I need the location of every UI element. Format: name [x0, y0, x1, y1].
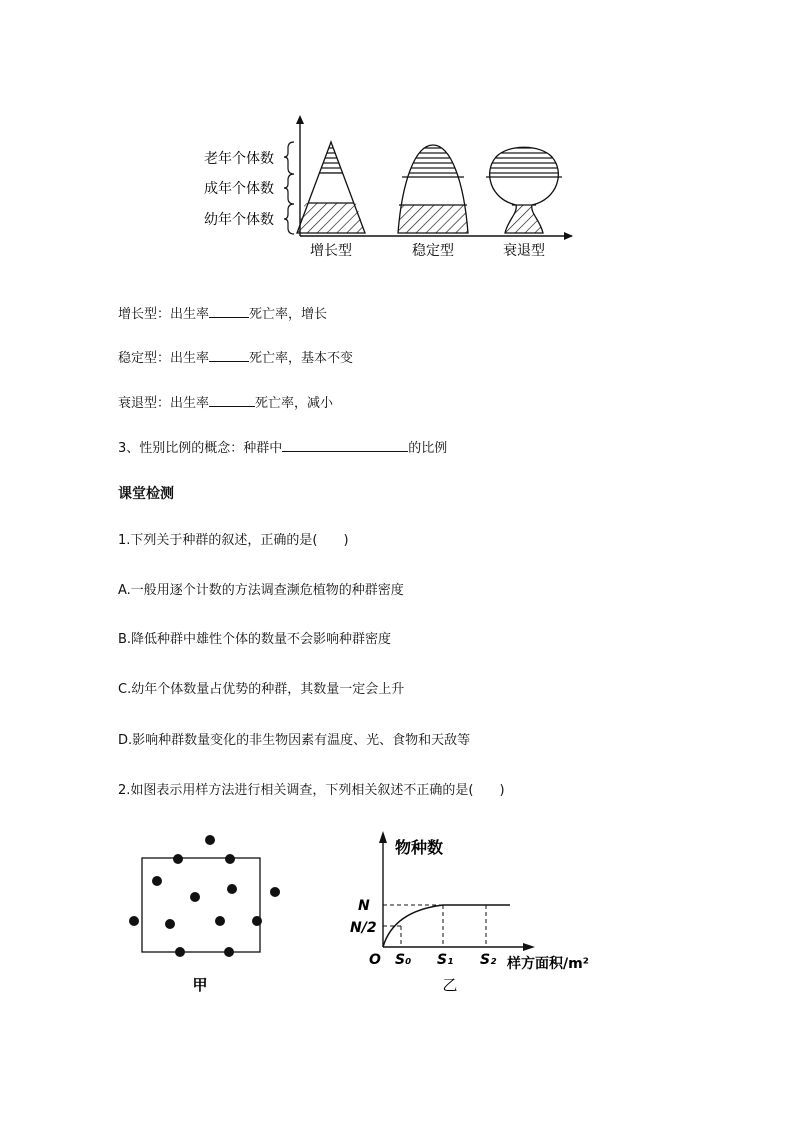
q2-stem: 2.如图表示用样方法进行相关调查，下列相关叙述不正确的是( ): [118, 783, 505, 798]
quadrat-square: [142, 858, 260, 952]
stable-type-suffix: 死亡率，基本不变: [249, 351, 354, 366]
label-young-count: 幼年个体数: [204, 212, 274, 228]
sex-ratio-prefix: 3、性别比例的概念：种群中: [118, 441, 283, 456]
y-tick-half-n: N/2: [350, 920, 377, 936]
dot: [225, 854, 235, 864]
dot: [270, 887, 280, 897]
label-stable-type: 稳定型: [412, 243, 454, 259]
y-tick-n: N: [358, 898, 370, 914]
growth-type-suffix: 死亡率，增长: [249, 307, 328, 322]
origin-label: O: [369, 952, 381, 968]
dot: [224, 947, 234, 957]
label-adult-count: 成年个体数: [204, 181, 274, 197]
x-tick-s1: S₁: [437, 952, 454, 968]
dot: [190, 892, 200, 902]
figure-b-label: 乙: [442, 976, 458, 994]
declining-type-prefix: 衰退型：出生率: [118, 396, 210, 411]
growth-type-blank-line: [118, 305, 327, 323]
species-area-figure-b: [345, 825, 620, 997]
brace-old: [284, 142, 294, 174]
sex-ratio-suffix: 的比例: [408, 441, 448, 456]
brace-young: [284, 204, 294, 234]
sex-ratio-answer-blank[interactable]: [282, 439, 408, 452]
stable-type-answer-blank[interactable]: [209, 349, 249, 362]
section-title: 课堂检测: [118, 486, 174, 502]
q1-option-b[interactable]: B.降低种群中雄性个体的数量不会影响种群密度: [118, 632, 392, 647]
label-declining-type: 衰退型: [503, 243, 545, 259]
dot: [175, 947, 185, 957]
x-tick-s2: S₂: [480, 952, 497, 968]
dot: [252, 916, 262, 926]
y-axis-arrow: [379, 831, 387, 843]
dot: [205, 835, 215, 845]
growth-type-prefix: 增长型：出生率: [118, 307, 210, 322]
dot: [165, 919, 175, 929]
x-axis-label: 样方面积/m²: [507, 956, 589, 972]
sex-ratio-line: [118, 439, 447, 457]
dot: [129, 916, 139, 926]
q1-option-a[interactable]: A.一般用逐个计数的方法调查濒危植物的种群密度: [118, 583, 404, 598]
growth-type-pyramid: [297, 142, 365, 233]
dot: [152, 876, 162, 886]
y-axis-arrow: [296, 115, 304, 124]
dot: [215, 916, 225, 926]
stable-type-prefix: 稳定型：出生率: [118, 351, 210, 366]
declining-type-suffix: 死亡率，减小: [255, 396, 334, 411]
q1-option-d[interactable]: D.影响种群数量变化的非生物因素有温度、光、食物和天敌等: [118, 733, 471, 748]
species-area-curve: [383, 905, 510, 947]
stable-type-pyramid: [395, 142, 471, 235]
quadrat-figure-a: [120, 825, 290, 995]
stable-type-blank-line: [118, 349, 353, 367]
figure-a-label: 甲: [192, 976, 208, 994]
growth-type-answer-blank[interactable]: [209, 305, 249, 318]
x-axis-arrow: [523, 943, 535, 951]
declining-type-blank-line: [118, 394, 333, 412]
dot: [173, 854, 183, 864]
x-axis-arrow: [564, 232, 573, 240]
q1-stem: 1.下列关于种群的叙述，正确的是( ): [118, 533, 349, 548]
x-tick-s0: S₀: [395, 952, 412, 968]
y-axis-label: 物种数: [395, 838, 444, 857]
label-old-count: 老年个体数: [204, 151, 274, 167]
declining-type-pyramid: [480, 142, 570, 235]
q1-option-c[interactable]: C.幼年个体数量占优势的种群，其数量一定会上升: [118, 682, 405, 697]
age-structure-figure: [190, 112, 580, 262]
dot: [227, 884, 237, 894]
brace-adult: [284, 174, 294, 204]
individual-dots: [129, 835, 280, 957]
declining-type-answer-blank[interactable]: [209, 394, 255, 407]
label-growth-type: 增长型: [310, 243, 352, 259]
